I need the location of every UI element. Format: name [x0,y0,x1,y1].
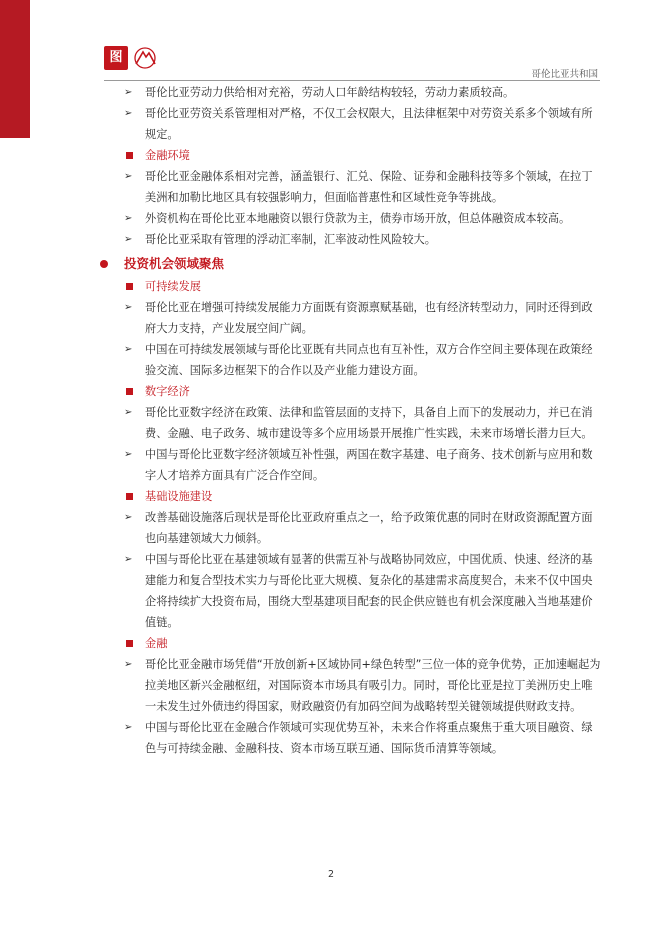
section-heading [124,276,662,297]
square-bullet-icon [126,283,133,290]
item-text: 哥伦比亚采取有管理的浮动汇率制，汇率波动性风险较大。 [145,233,436,246]
dot-bullet-icon [100,260,108,268]
item-text: 可持续发展 [145,280,201,293]
arrow-bullet-icon: ➢ [124,407,133,418]
mountain-logo-icon [132,47,158,69]
item-text: 外资机构在哥伦比亚本地融资以银行贷款为主，债券市场开放，但总体融资成本较高。 [145,212,571,225]
square-bullet-icon [126,152,133,159]
arrow-bullet-icon: ➢ [124,449,133,460]
arrow-bullet-icon: ➢ [124,512,133,523]
header-divider [104,80,600,81]
arrow-bullet-icon: ➢ [124,554,133,565]
arrow-bullet-icon: ➢ [124,234,133,245]
logo [104,46,158,70]
item-text: 改善基础设施落后现状是哥伦比亚政府重点之一，给予政策优惠的同时在财政资源配置方面也向基建领域大力倾斜。 [145,511,593,545]
bullet-item [124,208,601,229]
document-body [0,82,662,759]
page-number: 2 [327,869,335,880]
bullet-item [124,444,601,486]
item-text: 金融 [145,637,168,650]
square-bullet-icon [126,388,133,395]
item-text: 中国与哥伦比亚数字经济领域互补性强，两国在数字基建、电子商务、技术创新与应用和数字人才培养方面具有广泛合作空间。 [145,448,593,482]
arrow-bullet-icon: ➢ [124,213,133,224]
item-text: 哥伦比亚金融市场凭借“开放创新+区域协同+绿色转型”三位一体的竞争优势，正加速崛起为拉美地区新兴金融枢纽，对国际资本市场具有吸引力。同时，哥伦比亚是拉丁美洲历史上唯一未发生过外债违约得国家，财政融资仍有加码空间为战略转型关键领域提供财政支持。 [145,658,601,713]
bullet-item [124,549,601,633]
item-text: 中国与哥伦比亚在金融合作领域可实现优势互补，未来合作将重点聚焦于重大项目融资、绿色与可持续金融、金融科技、资本市场互联互通、国际货币清算等领域。 [145,721,593,755]
item-text: 哥伦比亚劳动力供给相对充裕，劳动人口年龄结构较轻，劳动力素质较高。 [145,86,515,99]
arrow-bullet-icon: ➢ [124,344,133,355]
section-heading [124,633,662,654]
bullet-item [124,82,601,103]
square-bullet-icon [126,493,133,500]
arrow-bullet-icon: ➢ [124,659,133,670]
item-text: 基础设施建设 [145,490,213,503]
arrow-bullet-icon: ➢ [124,108,133,119]
item-text: 金融环境 [145,149,190,162]
item-text: 哥伦比亚在增强可持续发展能力方面既有资源禀赋基础，也有经济转型动力，同时还得到政府大力支持，产业发展空间广阔。 [145,301,593,335]
bullet-item [124,166,601,208]
section-heading [124,381,662,402]
arrow-bullet-icon: ➢ [124,722,133,733]
arrow-bullet-icon: ➢ [124,87,133,98]
main-heading [100,253,662,275]
section-heading [124,145,662,166]
item-text: 中国与哥伦比亚在基建领域有显著的供需互补与战略协同效应，中国优质、快速、经济的基建能力和复合型技术实力与哥伦比亚大规模、复杂化的基建需求高度契合，未来不仅中国央企将持续扩大投资布局，围绕大型基建项目配套的民企供应链也有机会深度融入当地基建价值链。 [145,553,593,629]
bullet-item [124,402,601,444]
bullet-item [124,297,601,339]
item-text: 数字经济 [145,385,190,398]
bullet-item [124,339,601,381]
item-text: 投资机会领域聚焦 [124,256,225,271]
square-bullet-icon [126,640,133,647]
item-text: 哥伦比亚劳资关系管理相对严格，不仅工会权限大，且法律框架中对劳资关系多个领域有所规定。 [145,107,593,141]
bullet-item [124,103,601,145]
arrow-bullet-icon: ➢ [124,171,133,182]
item-text: 哥伦比亚金融体系相对完善，涵盖银行、汇兑、保险、证券和金融科技等多个领域，在拉丁美洲和加勒比地区具有较强影响力，但面临普惠性和区域性竞争等挑战。 [145,170,593,204]
item-text: 中国在可持续发展领域与哥伦比亚既有共同点也有互补性，双方合作空间主要体现在政策经验交流、国际多边框架下的合作以及产业能力建设方面。 [145,343,593,377]
header-country-name: 哥伦比亚共和国 [531,69,598,80]
item-text: 哥伦比亚数字经济在政策、法律和监管层面的支持下，具备自上而下的发展动力，并已在消费、金融、电子政务、城市建设等多个应用场景开展推广性实践，未来市场增长潜力巨大。 [145,406,593,440]
arrow-bullet-icon: ➢ [124,302,133,313]
seal-logo-icon: 图 [104,46,128,70]
bullet-item [124,654,601,717]
bullet-item [124,229,601,250]
section-heading [124,486,662,507]
bullet-item [124,717,601,759]
bullet-item [124,507,601,549]
